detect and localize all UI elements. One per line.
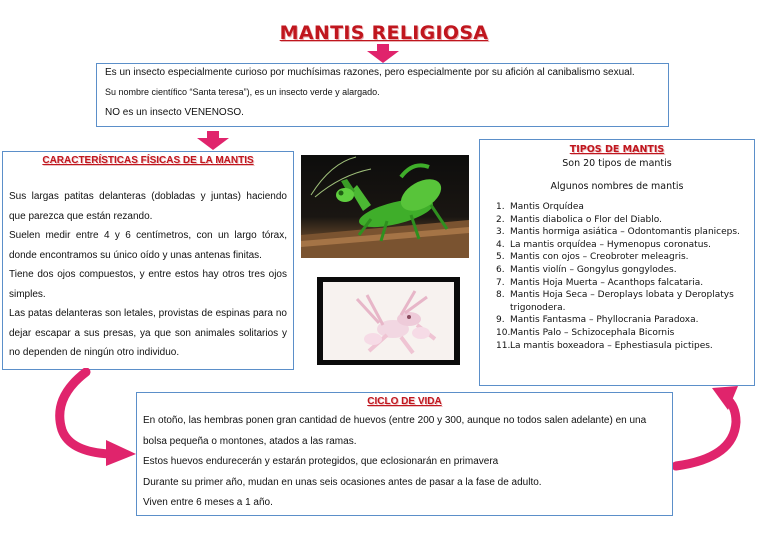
caracteristicas-paragraph: Las patas delanteras son letales, provistas de espinas para no dejar escapar a sus presas, ya que son animales solitarios y no dependen de ningún otro individuo. — [9, 308, 287, 358]
tipos-subtitle: Son 20 tipos de mantis — [562, 158, 672, 169]
tipos-list — [488, 201, 746, 352]
list-item — [488, 201, 746, 214]
list-item — [488, 327, 746, 340]
ciclo-paragraph: En otoño, las hembras ponen gran cantidad de huevos (entre 200 y 300, aunque no todos salen adelante) en una bolsa pequeña o montones, atados a las ramas. — [143, 415, 647, 447]
curved-arrow-icon — [48, 368, 143, 466]
list-item — [488, 264, 746, 277]
list-item-text: Mantis Orquídea — [510, 202, 584, 212]
list-item-number: 6. — [496, 264, 505, 275]
tipos-title: TIPOS DE MANTIS — [569, 144, 665, 155]
caracteristicas-paragraph: Sus largas patitas delanteras (dobladas y juntas) haciendo que parezca que están rezando. — [9, 191, 287, 222]
intro-line-3: NO es un insecto VENENOSO. — [105, 107, 244, 118]
list-item-text: Mantis hormiga asiática – Odontomantis planiceps. — [510, 227, 740, 238]
list-item-text: La mantis boxeadora – Ephestiasula pictipes. — [510, 340, 713, 351]
list-item-number: 11. — [496, 340, 511, 351]
list-item-number: 10. — [496, 327, 511, 338]
tipos-intro: Algunos nombres de mantis — [550, 181, 684, 192]
list-item-text: Mantis diabolica o Flor del Diablo. — [510, 214, 662, 225]
down-arrow-icon — [366, 44, 400, 64]
list-item-text: Mantis con ojos – Creobroter meleagris. — [510, 252, 689, 263]
list-item-number: 9. — [496, 315, 505, 326]
list-item-number: 2. — [496, 214, 505, 225]
list-item-number: 7. — [496, 277, 505, 288]
ciclo-title: CICLO DE VIDA — [367, 396, 442, 407]
ciclo-paragraph: Viven entre 6 meses a 1 año. — [143, 497, 273, 508]
ciclo-body — [143, 411, 666, 514]
caracteristicas-title: CARACTERÍSTICAS FÍSICAS DE LA MANTIS — [42, 155, 254, 166]
tipos-box — [479, 139, 755, 386]
down-arrow-icon — [196, 131, 230, 151]
list-item-number: 4. — [496, 239, 505, 250]
ciclo-paragraph: Estos huevos endurecerán y estarán protegidos, que eclosionarán en primavera — [143, 456, 499, 467]
orchid-mantis-photo — [317, 277, 460, 365]
caracteristicas-box — [2, 151, 294, 370]
list-item-text: Mantis Hoja Seca – Deroplays lobata y Deroplatys trigonodera. — [510, 290, 734, 313]
intro-line-2: Su nombre científico “Santa teresa”), es un insecto verde y alargado. — [105, 87, 380, 97]
list-item-number: 5. — [496, 252, 505, 263]
page-title: MANTIS RELIGIOSA — [279, 22, 489, 44]
list-item — [488, 277, 746, 290]
list-item-text: Mantis Palo – Schizocephala Bicornis — [510, 327, 675, 338]
list-item-number: 1. — [496, 202, 505, 212]
list-item — [488, 289, 746, 314]
green-mantis-photo — [301, 155, 469, 258]
list-item — [488, 314, 746, 327]
list-item — [488, 251, 746, 264]
list-item — [488, 239, 746, 252]
intro-box — [96, 63, 669, 127]
intro-line-1: Es un insecto especialmente curioso por muchísimas razones, pero especialmente por su afición al canibalismo sexual. — [105, 67, 635, 78]
list-item-text: La mantis orquídea – Hymenopus coronatus. — [510, 239, 711, 250]
list-item — [488, 340, 746, 353]
list-item-text: Mantis Hoja Muerta – Acanthops falcataria. — [510, 277, 704, 288]
caracteristicas-paragraph: Tiene dos ojos compuestos, y entre estos hay otros tres ojos simples. — [9, 269, 287, 300]
ciclo-paragraph: Durante su primer año, mudan en unas seis ocasiones antes de pasar a la fase de adulto. — [143, 476, 542, 488]
list-item-number: 8. — [496, 290, 505, 301]
ciclo-box — [136, 392, 673, 516]
list-item-number: 3. — [496, 227, 505, 238]
caracteristicas-body — [9, 187, 287, 363]
curved-arrow-icon — [672, 386, 752, 474]
list-item — [488, 226, 746, 239]
list-item — [488, 214, 746, 227]
caracteristicas-paragraph: Suelen medir entre 4 y 6 centímetros, con un largo tórax, donde encontramos su único oído y unas antenas finitas. — [9, 230, 287, 261]
list-item-text: Mantis violín – Gongylus gongylodes. — [510, 264, 677, 275]
list-item-text: Mantis Fantasma – Phyllocrania Paradoxa. — [510, 315, 699, 326]
